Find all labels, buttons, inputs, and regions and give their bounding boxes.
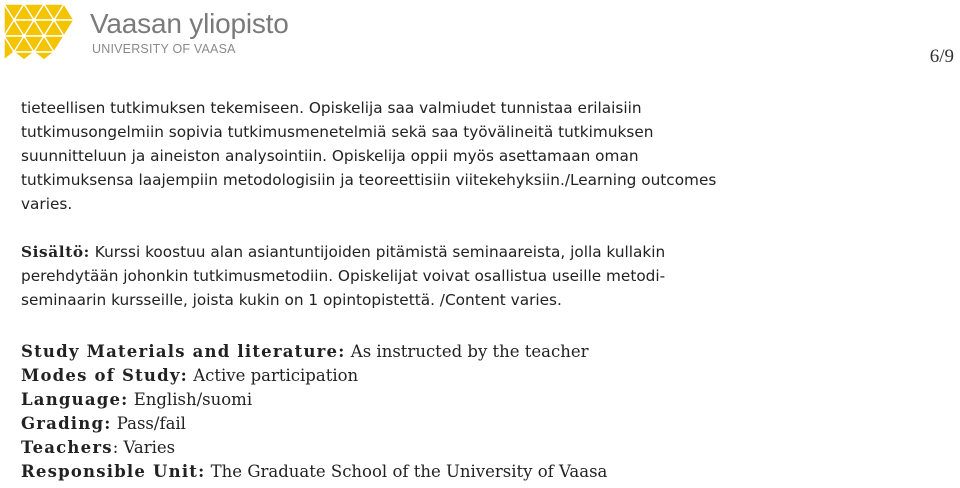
grading-row <box>21 412 607 436</box>
grading-label: Grading: <box>21 414 112 433</box>
content-line: perehdytään johonkin tutkimusmetodiin. Opiskelijat voivat osallistua useille metodi- <box>21 267 666 285</box>
course-description <box>21 96 941 312</box>
objectives-line: varies. <box>21 195 73 213</box>
learning-objectives-paragraph <box>21 96 941 216</box>
responsible-unit-value: The Graduate School of the University of Vaasa <box>210 462 608 481</box>
language-label: Language: <box>21 390 129 409</box>
objectives-line: tutkimusongelmiin sopivia tutkimusmenetelmiä sekä saa työvälineitä tutkimuksen <box>21 123 654 141</box>
objectives-line: suunnitteluun ja aineiston analysointiin. Opiskelija oppii myös asettamaan oman <box>21 147 639 165</box>
modes-of-study-label: Modes of Study: <box>21 366 188 385</box>
logo-title: Vaasan yliopisto <box>90 8 289 39</box>
content-first-line: Kurssi koostuu alan asiantuntijoiden pitämistä seminaareista, jolla kullakin <box>94 243 666 261</box>
content-label: Sisältö: <box>21 243 90 261</box>
teachers-row <box>21 436 607 460</box>
study-materials-label: Study Materials and literature: <box>21 342 346 361</box>
content-line <box>21 240 941 264</box>
page-number: 6/9 <box>929 46 954 67</box>
modes-of-study-row <box>21 364 607 388</box>
language-value: English/suomi <box>133 390 253 409</box>
study-materials-row <box>21 340 607 364</box>
content-line: seminaarin kursseille, joista kukin on 1 opintopistettä. /Content varies. <box>21 291 562 309</box>
university-logo <box>2 0 302 62</box>
teachers-value: : Varies <box>112 438 176 457</box>
responsible-unit-label: Responsible Unit: <box>21 462 206 481</box>
teachers-label: Teachers <box>21 438 113 457</box>
modes-of-study-value: Active participation <box>193 366 359 385</box>
study-materials-value: As instructed by the teacher <box>350 342 589 361</box>
objectives-line: tieteellisen tutkimuksen tekemiseen. Opiskelija saa valmiudet tunnistaa erilaisiin <box>21 99 642 117</box>
objectives-line: tutkimuksensa laajempiin metodologisiin ja teoreettisiin viitekehyksiin./Learning outcomes <box>21 171 717 189</box>
grading-value: Pass/fail <box>116 414 186 433</box>
logo-subtitle: UNIVERSITY OF VAASA <box>92 42 236 56</box>
content-paragraph <box>21 240 941 312</box>
course-details <box>21 340 607 484</box>
responsible-unit-row <box>21 460 607 484</box>
language-row <box>21 388 607 412</box>
logo-triangle-mosaic-icon <box>2 0 82 62</box>
